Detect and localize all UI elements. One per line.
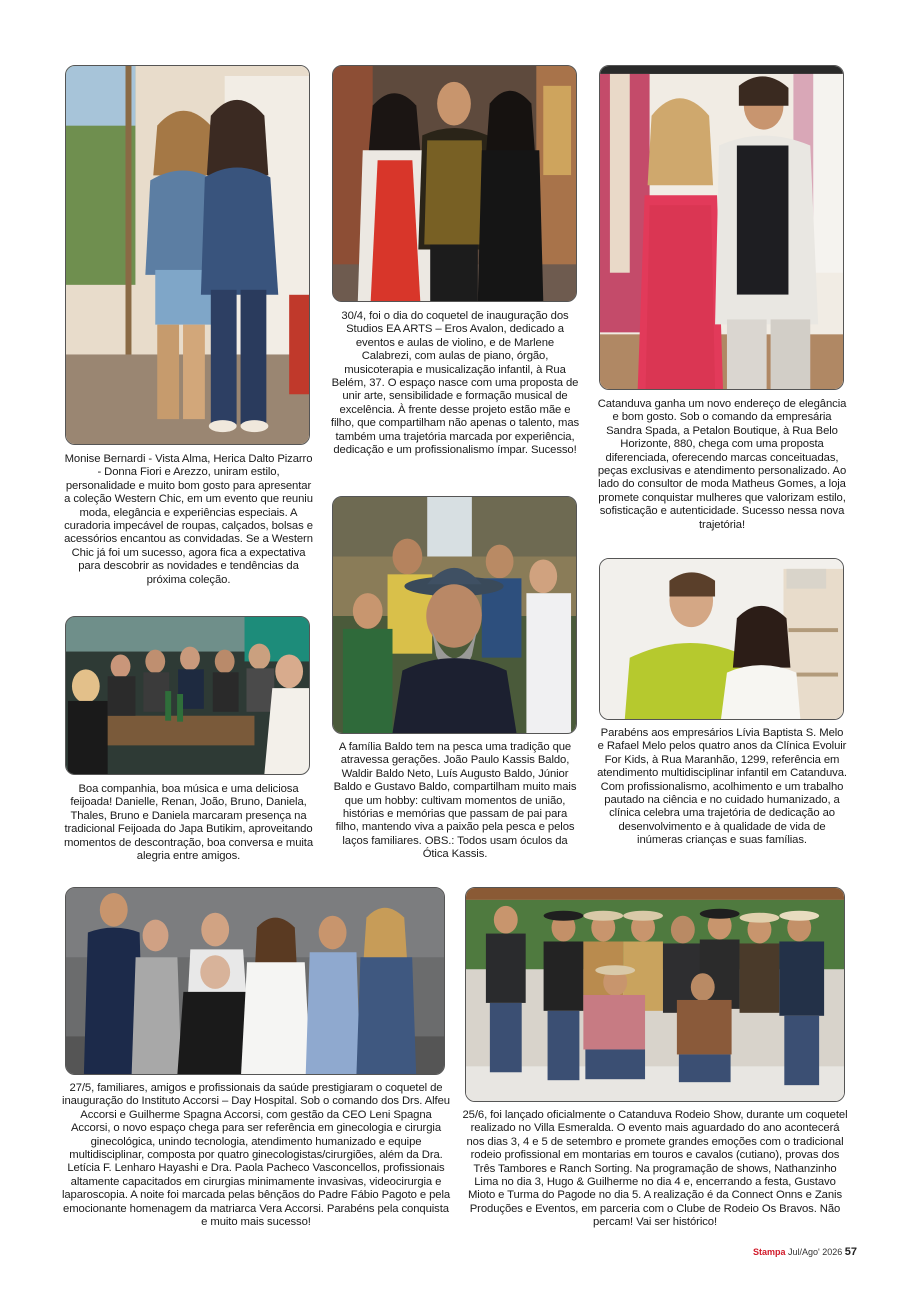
- photo-instituto-accorsi: [65, 887, 445, 1075]
- page-footer: [753, 1246, 857, 1258]
- caption-instituto-accorsi: 27/5, familiares, amigos e profissionais da saúde prestigiaram o coquetel de inauguração do Instituto Accorsi – Day Hospital. Sob o comando dos Drs. Alfeu Accorsi e Guilherme Spagna Accorsi, com gestão da CEO Leni Spagna Accorsi, o novo espaço chega para ser referência em ginecologia e cirurgia ginecológica, unindo tecnologia, atendimento humanizado e equipe multidisciplinar, composta por quatro ginecologistas/cirurgiões, além da Dra. Letícia F. Lenharo Hayashi e Dra. Paola Pacheco Vasconcellos, profissionais altamente capacitados em cirurgias minimamente invasivas, videocirurgia e laparoscopia. A noite foi marcada pelas bênçãos do Padre Fábio Pagoto e pela emocionante homenagem da matriarca Vera Accorsi. Parabéns pela conquista e muito mais sucesso!: [61, 1082, 451, 1229]
- photo-ea-arts: [332, 65, 577, 302]
- issue-date: Jul/Ago' 2026: [787, 1247, 843, 1257]
- caption-feijoada: Boa companhia, boa música e uma deliciosa feijoada! Danielle, Renan, João, Bruno, Daniela, Thales, Bruno e Daniela marcaram presença na tradicional Feijoada do Japa Butikim, aproveitando momentos de descontração, boa conversa e muita alegria entre amigos.: [63, 783, 314, 863]
- caption-evoluir: Parabéns aos empresários Lívia Baptista S. Melo e Rafael Melo pelos quatro anos da Clínica Evoluir For Kids, à Rua Maranhão, 1299, referência em atendimento multidisciplinar infantil em Catanduva. Com profissionalismo, acolhimento e um trabalho pautado na ciência e no cuidado humanizado, a clínica celebra uma trajetória de dedicação ao desenvolvimento e à qualidade de vida de inúmeras crianças e suas famílias.: [597, 727, 847, 847]
- caption-baldo-fishing: A família Baldo tem na pesca uma tradição que atravessa gerações. João Paulo Kassis Baldo, Waldir Baldo Neto, Luís Augusto Baldo, Júnior Baldo e Gustavo Baldo, compartilham muito mais que um hobby: cultivam momentos de união, histórias e memórias que passam de pai para filho, mantendo viva a paixão pela pesca e pelos laços familiares. OBS.: Todos usam óculos da Ótica Kassis.: [333, 741, 577, 861]
- photo-western-chic: [65, 65, 310, 445]
- photo-evoluir-couple: [599, 558, 844, 720]
- photo-feijoada: [65, 616, 310, 775]
- photo-baldo-fishing: [332, 496, 577, 734]
- photo-rodeio-show: [465, 887, 845, 1102]
- caption-rodeio-show: 25/6, foi lançado oficialmente o Catanduva Rodeio Show, durante um coquetel realizado no Villa Esmeralda. O evento mais aguardado do ano acontecerá nos dias 3, 4 e 5 de setembro e promete grandes emoções com o tradicional rodeio profissional em montarias em touros e cavalos (cutiano), provas dos Três Tambores e Ranch Sorting. Na programação de shows, Nathanzinho Lima no dia 3, Hugo & Guilherme no dia 4 e, encerrando a festa, Gustavo Mioto e Turma do Pagode no dia 5. A realização é da Connect Onns e Zanis Produções e Eventos, em parceria com o Clube de Rodeio Os Bravos. Não percam! Vai ser histórico!: [462, 1109, 848, 1229]
- caption-western-chic: Monise Bernardi - Vista Alma, Herica Dalto Pizarro - Donna Fiori e Arezzo, uniram estilo, personalidade e muito bom gosto para apresentar a coleção Western Chic, em um evento que reuniu moda, elegância e experiências especiais. A curadoria impecável de roupas, calçados, bolsas e acessórios encantou as convidadas. Se a Western Chic já foi um sucesso, agora fica a expectativa para descobrir as novidades e tendências da próxima coleção.: [64, 453, 313, 586]
- photo-petalon-boutique: [599, 65, 844, 390]
- page-number: 57: [844, 1246, 857, 1258]
- caption-ea-arts: 30/4, foi o dia do coquetel de inauguração dos Studios EA ARTS – Eros Avalon, dedicado a eventos e aulas de violino, e de Marlene Calabrezi, com aulas de piano, órgão, musicoterapia e musicalização infantil, à Rua Belém, 37. O espaço nasce com uma proposta de unir arte, sensibilidade e formação musical de excelência. À frente desse projeto estão mãe e filho, que compartilham não apenas o talento, mas também uma trajetória marcada por experiência, dedicação e um profissionalismo ímpar. Sucesso!: [330, 310, 580, 457]
- magazine-brand: Stampa: [752, 1247, 786, 1257]
- caption-petalon-boutique: Catanduva ganha um novo endereço de elegância e bom gosto. Sob o comando da empresária Sandra Spada, a Petalon Boutique, à Rua Belo Horizonte, 880, chega com uma proposta diferenciada, oferecendo marcas conceituadas, peças exclusivas e atendimento personalizado. Ao lado do consultor de moda Matheus Gomes, a loja promete conquistar mulheres que valorizam estilo, sofisticação e autenticidade. Sucesso nessa nova trajetória!: [597, 398, 847, 531]
